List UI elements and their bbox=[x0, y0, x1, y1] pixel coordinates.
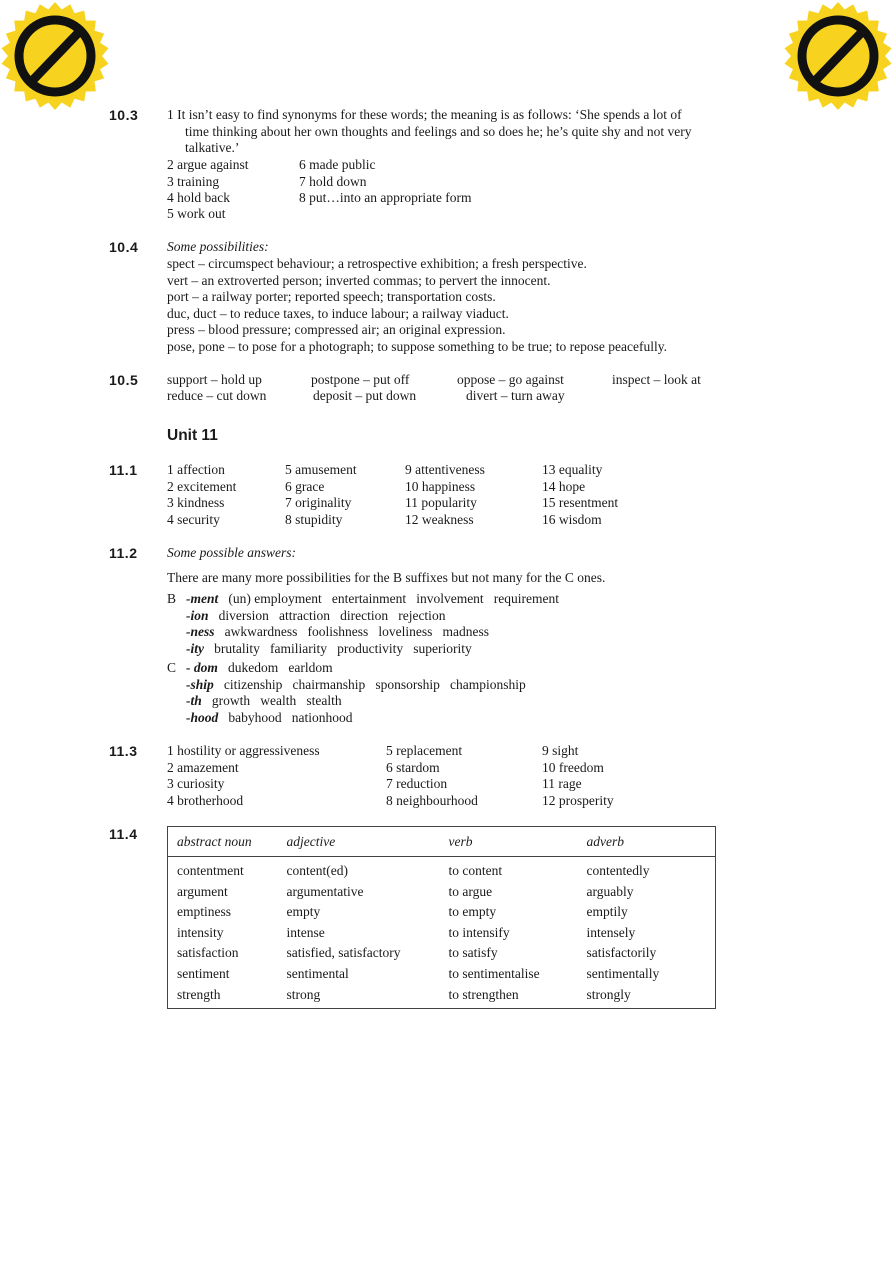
list-item: deposit – put down bbox=[313, 388, 417, 403]
table-cell: sentiment bbox=[177, 965, 230, 981]
list-item: 10 freedom bbox=[542, 760, 604, 775]
table-cell: satisfactorily bbox=[586, 945, 657, 961]
table-cell: to sentimentalise bbox=[448, 965, 540, 981]
list-item: 11 rage bbox=[542, 776, 582, 791]
answer-line: pose, pone – to pose for a photograph; to suppose something to be true; to repose peacefully. bbox=[167, 339, 668, 354]
suffix-label: -th bbox=[186, 693, 202, 708]
table-row bbox=[168, 857, 716, 882]
table-cell: intensely bbox=[586, 924, 636, 940]
group-letter: B bbox=[167, 591, 177, 606]
table-cell: emptily bbox=[586, 904, 628, 920]
table-row bbox=[168, 923, 716, 944]
list-item: 8 stupidity bbox=[285, 512, 343, 527]
section-number: 11.2 bbox=[109, 545, 138, 561]
no-entry-icon bbox=[0, 0, 110, 110]
list-item: 4 brotherhood bbox=[167, 793, 244, 808]
suffix-examples: dukedom earldom bbox=[228, 660, 333, 675]
table-cell: strength bbox=[177, 986, 221, 1002]
table-row bbox=[168, 902, 716, 923]
suffix-row bbox=[186, 693, 342, 709]
suffix-label: -ness bbox=[186, 624, 215, 639]
answer-line: duc, duct – to reduce taxes, to induce labour; a railway viaduct. bbox=[167, 306, 509, 321]
suffix-row bbox=[186, 641, 472, 657]
list-item: 7 hold down bbox=[299, 174, 367, 189]
list-item: support – hold up bbox=[167, 372, 262, 387]
list-item: 2 argue against bbox=[167, 157, 249, 172]
list-item: 4 hold back bbox=[167, 190, 230, 205]
table-cell: empty bbox=[286, 904, 321, 920]
list-item: 2 excitement bbox=[167, 479, 237, 494]
table-cell: arguably bbox=[586, 883, 634, 899]
list-item: 14 hope bbox=[542, 479, 586, 494]
list-item: 12 weakness bbox=[405, 512, 474, 527]
list-item: 6 stardom bbox=[386, 760, 440, 775]
table-cell: contentedly bbox=[586, 863, 650, 878]
list-item: 4 security bbox=[167, 512, 220, 527]
table-cell: satisfied, satisfactory bbox=[286, 945, 401, 961]
list-item: 6 grace bbox=[285, 479, 325, 494]
list-item: 5 amusement bbox=[285, 462, 357, 477]
list-item: 5 work out bbox=[167, 206, 226, 221]
suffix-row bbox=[186, 677, 526, 693]
suffix-examples: growth wealth stealth bbox=[211, 693, 342, 708]
list-item: postpone – put off bbox=[311, 372, 410, 387]
list-item: 1 hostility or aggressiveness bbox=[167, 743, 320, 758]
section-number: 11.3 bbox=[109, 743, 138, 759]
table-cell: intensity bbox=[177, 924, 224, 940]
list-item: 13 equality bbox=[542, 462, 603, 477]
table-cell: strongly bbox=[586, 986, 631, 1002]
word-formation-table bbox=[167, 826, 716, 1009]
suffix-examples: awkwardness foolishness loveliness madness bbox=[224, 624, 489, 639]
column-header: adjective bbox=[278, 827, 440, 857]
suffix-examples: citizenship chairmanship sponsorship championship bbox=[223, 677, 526, 692]
list-item: 9 sight bbox=[542, 743, 579, 758]
table-row bbox=[168, 882, 716, 903]
table-cell: content(ed) bbox=[286, 863, 348, 878]
column-header: abstract noun bbox=[168, 827, 278, 857]
table-cell: argumentative bbox=[286, 883, 364, 899]
suffix-examples: babyhood nationhood bbox=[228, 710, 353, 725]
table-cell: to content bbox=[448, 863, 503, 878]
suffix-row bbox=[186, 660, 333, 676]
list-item: 7 originality bbox=[285, 495, 352, 510]
suffix-label: -ship bbox=[186, 677, 214, 692]
section-number: 10.5 bbox=[109, 372, 139, 388]
suffix-label: - dom bbox=[186, 660, 218, 675]
table-cell: sentimental bbox=[286, 965, 349, 981]
list-item: reduce – cut down bbox=[167, 388, 267, 403]
list-item: 8 neighbourhood bbox=[386, 793, 478, 808]
table-cell: to satisfy bbox=[448, 945, 498, 961]
suffix-examples: (un) employment entertainment involvement requirement bbox=[228, 591, 560, 606]
table-header-row bbox=[168, 827, 716, 857]
column-header: adverb bbox=[578, 827, 716, 857]
list-item: 16 wisdom bbox=[542, 512, 602, 527]
table-cell: to strengthen bbox=[448, 986, 519, 1002]
suffix-examples: brutality familiarity productivity superiority bbox=[214, 641, 472, 656]
section-intro: Some possible answers: bbox=[167, 545, 296, 560]
suffix-row bbox=[186, 624, 489, 640]
answer-line: time thinking about her own thoughts and feelings and so does he; he’s quite shy and not very bbox=[185, 124, 692, 139]
column-header: verb bbox=[440, 827, 578, 857]
answer-line: press – blood pressure; compressed air; an original expression. bbox=[167, 322, 506, 337]
list-item: oppose – go against bbox=[457, 372, 564, 387]
suffix-row bbox=[186, 591, 559, 607]
table-row bbox=[168, 964, 716, 985]
suffix-label: -ity bbox=[186, 641, 204, 656]
section-number: 11.4 bbox=[109, 826, 138, 842]
table-row bbox=[168, 943, 716, 964]
list-item: 3 training bbox=[167, 174, 220, 189]
list-item: 5 replacement bbox=[386, 743, 463, 758]
list-item: 1 affection bbox=[167, 462, 225, 477]
suffix-row bbox=[186, 710, 353, 726]
list-item: 9 attentiveness bbox=[405, 462, 485, 477]
table-cell: argument bbox=[177, 883, 228, 899]
table-row bbox=[168, 985, 716, 1009]
list-item: 12 prosperity bbox=[542, 793, 614, 808]
suffix-row bbox=[186, 608, 445, 624]
suffix-label: -hood bbox=[186, 710, 219, 725]
table-cell: emptiness bbox=[177, 904, 231, 920]
table-cell: to empty bbox=[448, 904, 497, 920]
list-item: 3 curiosity bbox=[167, 776, 225, 791]
table-cell: satisfaction bbox=[177, 945, 239, 961]
table-cell: to intensify bbox=[448, 924, 510, 940]
table-cell: strong bbox=[286, 986, 321, 1002]
unit-title: Unit 11 bbox=[167, 427, 218, 444]
suffix-label: -ion bbox=[186, 608, 209, 623]
answer-line: talkative.’ bbox=[185, 140, 240, 155]
section-number: 10.3 bbox=[109, 107, 139, 123]
list-item: 11 popularity bbox=[405, 495, 477, 510]
list-item: 2 amazement bbox=[167, 760, 239, 775]
list-item: 7 reduction bbox=[386, 776, 448, 791]
section-number: 11.1 bbox=[109, 462, 138, 478]
section-note: There are many more possibilities for the B suffixes but not many for the C ones. bbox=[167, 570, 606, 585]
list-item: 15 resentment bbox=[542, 495, 619, 510]
list-item: inspect – look at bbox=[612, 372, 701, 387]
list-item: 6 made public bbox=[299, 157, 376, 172]
answer-line: vert – an extroverted person; inverted commas; to pervert the innocent. bbox=[167, 273, 551, 288]
suffix-examples: diversion attraction direction rejection bbox=[218, 608, 446, 623]
list-item: 8 put…into an appropriate form bbox=[299, 190, 472, 205]
table-cell: to argue bbox=[448, 883, 493, 899]
list-item: divert – turn away bbox=[466, 388, 565, 403]
table-cell: sentimentally bbox=[586, 965, 660, 981]
table-cell: intense bbox=[286, 924, 325, 940]
group-letter: C bbox=[167, 660, 177, 675]
list-item: 3 kindness bbox=[167, 495, 225, 510]
answer-line: port – a railway porter; reported speech; transportation costs. bbox=[167, 289, 496, 304]
answer-line: spect – circumspect behaviour; a retrospective exhibition; a fresh perspective. bbox=[167, 256, 587, 271]
section-number: 10.4 bbox=[109, 239, 139, 255]
section-intro: Some possibilities: bbox=[167, 239, 269, 254]
suffix-label: -ment bbox=[186, 591, 219, 606]
answer-line: 1 It isn’t easy to find synonyms for these words; the meaning is as follows: ‘She spends a lot of bbox=[167, 107, 682, 122]
table-cell: contentment bbox=[177, 863, 244, 878]
list-item: 10 happiness bbox=[405, 479, 476, 494]
no-entry-icon bbox=[783, 0, 893, 110]
